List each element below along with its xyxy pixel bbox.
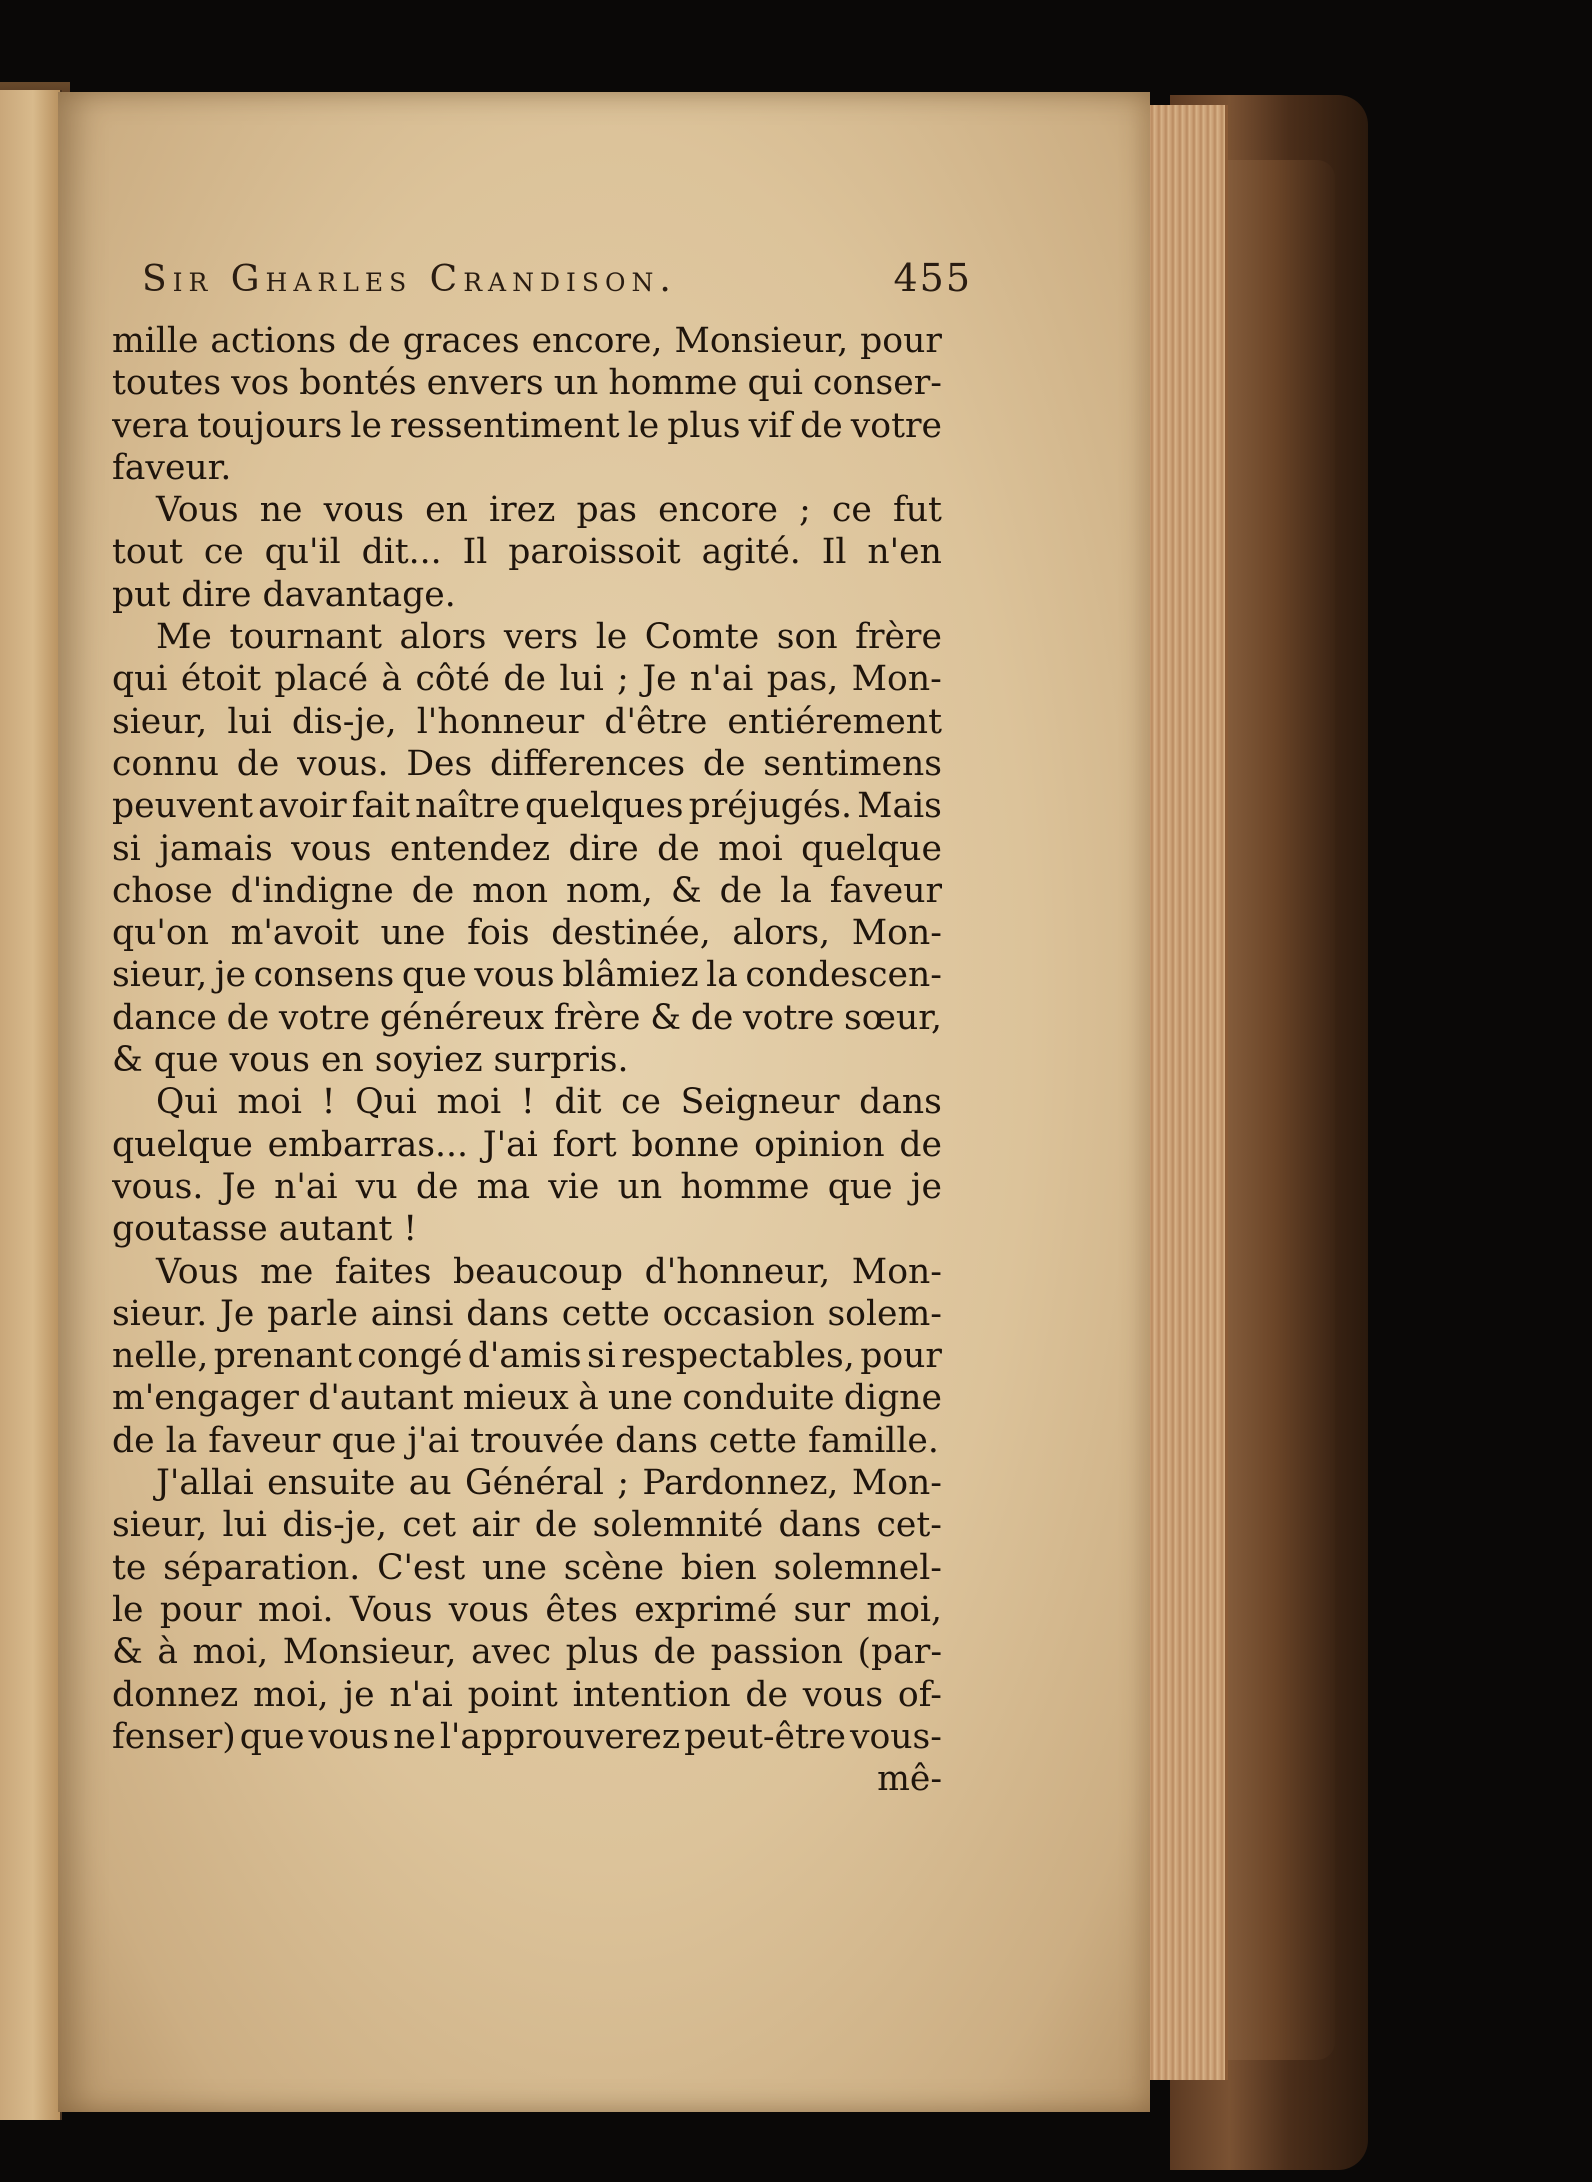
text-line: te séparation. C'est une scène bien solemnel- (112, 1547, 942, 1588)
text-line: sieur, lui dis-je, l'honneur d'être entiérement (112, 701, 942, 742)
text-line: dance de votre généreux frère & de votre sœur, (112, 997, 942, 1038)
text-line: tout ce qu'il dit... Il paroissoit agité. Il n'en (112, 532, 942, 573)
text-line: peuvent avoir fait naître quelques préjugés. Mais (112, 786, 942, 827)
text-line: Me tournant alors vers le Comte son frère (156, 617, 942, 658)
text-line: goutasse autant ! (112, 1209, 418, 1250)
text-line: faveur. (112, 447, 232, 488)
text-line: chose d'indigne de mon nom, & de la faveur (112, 870, 942, 911)
text-line: donnez moi, je n'ai point intention de vous of- (112, 1674, 942, 1715)
text-line: nelle, prenant congé d'amis si respectables, pour (112, 1336, 942, 1377)
binding-board (1215, 160, 1335, 2060)
text-line: & que vous en soyiez surpris. (112, 1040, 629, 1081)
running-head (142, 256, 972, 304)
body-text (112, 320, 942, 1800)
text-line: vous. Je n'ai vu de ma vie un homme que je (112, 1166, 942, 1207)
text-line: qui étoit placé à côté de lui ; Je n'ai pas, Mon- (112, 659, 942, 700)
text-line: de la faveur que j'ai trouvée dans cette famille. (112, 1420, 939, 1461)
page-edges (1140, 105, 1228, 2080)
text-line: & à moi, Monsieur, avec plus de passion (par- (112, 1632, 942, 1673)
page-number: 455 (893, 256, 972, 300)
text-line: qu'on m'avoit une fois destinée, alors, Mon- (112, 913, 942, 954)
text-line: Vous me faites beaucoup d'honneur, Mon- (156, 1251, 942, 1292)
text-line: sieur. Je parle ainsi dans cette occasion solem- (112, 1293, 942, 1334)
text-line: sieur, lui dis-je, cet air de solemnité dans cet- (112, 1505, 942, 1546)
text-line: le pour moi. Vous vous êtes exprimé sur moi, (112, 1589, 942, 1630)
running-title: Sir Gharles Crandison. (142, 259, 677, 300)
text-line: toutes vos bontés envers un homme qui conser- (112, 363, 942, 404)
text-line: Qui moi ! Qui moi ! dit ce Seigneur dans (156, 1082, 942, 1123)
text-line: m'engager d'autant mieux à une conduite digne (112, 1378, 942, 1419)
text-line: connu de vous. Des differences de sentimens (112, 743, 942, 784)
text-line: mê- (877, 1759, 942, 1800)
text-line: si jamais vous entendez dire de moi quelque (112, 828, 942, 869)
facing-page-edge (0, 90, 62, 2120)
text-line: put dire davantage. (112, 574, 456, 615)
text-line: fenser) que vous ne l'approuverez peut-être vous- (112, 1716, 942, 1757)
text-line: Vous ne vous en irez pas encore ; ce fut (156, 490, 942, 531)
text-line: vera toujours le ressentiment le plus vif de votre (112, 405, 942, 446)
text-line: J'allai ensuite au Général ; Pardonnez, Mon- (156, 1463, 942, 1504)
text-line: mille actions de graces encore, Monsieur, pour (112, 321, 942, 361)
text-line: quelque embarras... J'ai fort bonne opinion de (112, 1124, 942, 1165)
text-line: sieur, je consens que vous blâmiez la condescen- (112, 955, 942, 996)
